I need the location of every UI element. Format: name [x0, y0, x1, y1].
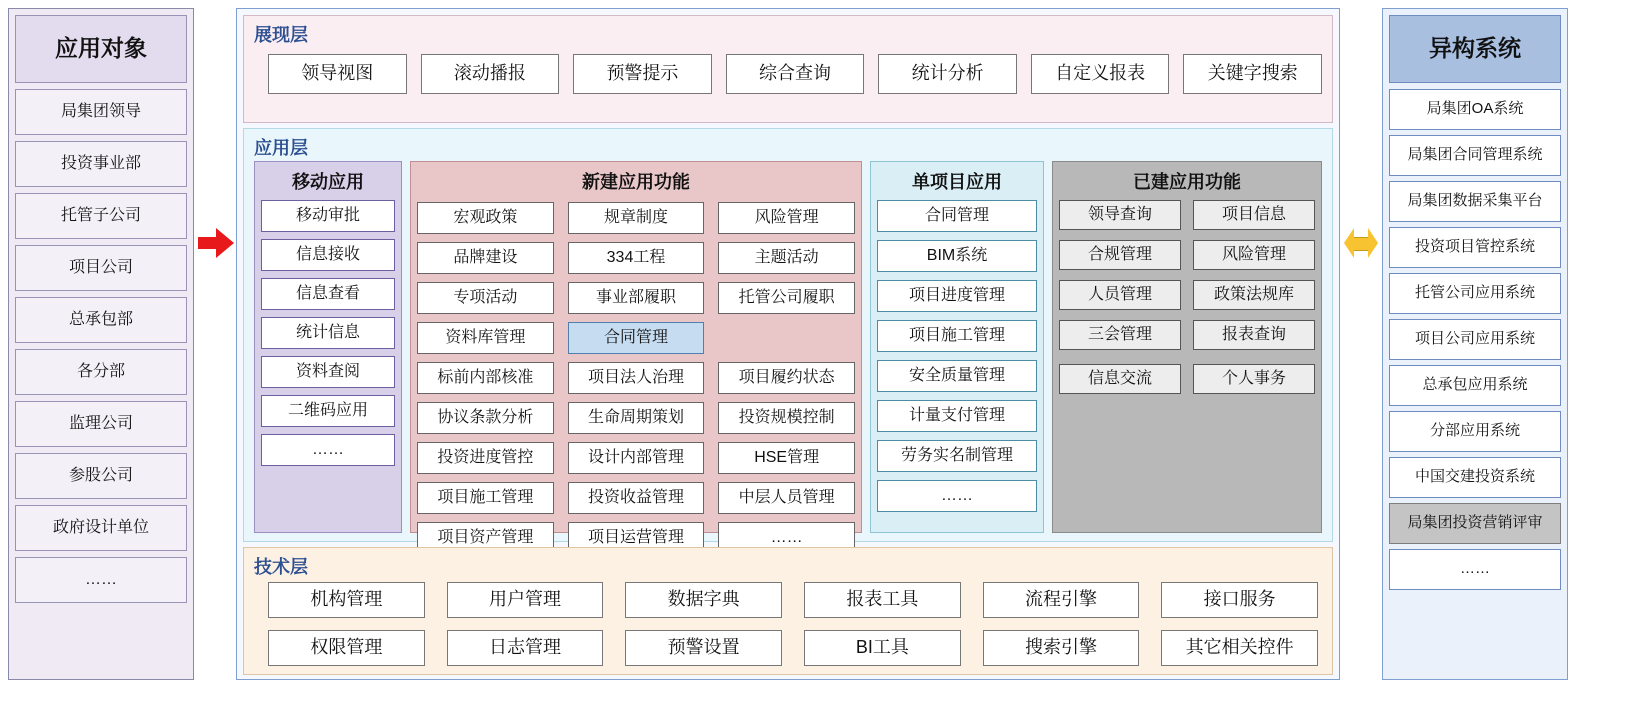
new-function-item[interactable]: …… [718, 522, 855, 554]
new-function-item[interactable]: 资料库管理 [417, 322, 554, 354]
new-function-item[interactable]: 投资规模控制 [718, 402, 855, 434]
technology-item[interactable]: 流程引擎 [983, 582, 1140, 618]
presentation-item[interactable]: 综合查询 [726, 54, 865, 94]
list-item[interactable]: 监理公司 [15, 401, 187, 447]
application-layer [243, 128, 1333, 547]
built-function-item[interactable]: 个人事务 [1193, 364, 1315, 394]
single-project-item[interactable]: …… [877, 480, 1037, 512]
list-item[interactable]: 局集团数据采集平台 [1389, 181, 1561, 222]
presentation-layer-title: 展现层 [254, 25, 308, 45]
new-function-item[interactable]: 项目施工管理 [417, 482, 554, 514]
list-item-disabled[interactable]: 局集团投资营销评审 [1389, 503, 1561, 544]
new-function-item[interactable]: 项目运营管理 [568, 522, 705, 554]
mobile-item[interactable]: 资料查阅 [261, 356, 395, 388]
new-function-item[interactable]: 标前内部核准 [417, 362, 554, 394]
technology-item[interactable]: 权限管理 [268, 630, 425, 666]
built-functions-title: 已建应用功能 [1133, 172, 1241, 192]
list-item[interactable]: 总承包部 [15, 297, 187, 343]
presentation-item[interactable]: 统计分析 [878, 54, 1017, 94]
new-function-item-selected[interactable]: 合同管理 [568, 322, 705, 354]
presentation-item[interactable]: 预警提示 [573, 54, 712, 94]
technology-item[interactable]: 预警设置 [625, 630, 782, 666]
technology-layer-title: 技术层 [254, 557, 308, 577]
application-objects-panel [8, 8, 194, 680]
heterogeneous-systems-panel [1382, 8, 1568, 680]
built-function-item[interactable]: 信息交流 [1059, 364, 1181, 394]
single-project-item[interactable]: BIM系统 [877, 240, 1037, 272]
mobile-application-title: 移动应用 [292, 172, 364, 192]
new-function-item[interactable]: 334工程 [568, 242, 705, 274]
presentation-item[interactable]: 自定义报表 [1031, 54, 1170, 94]
list-item[interactable]: 分部应用系统 [1389, 411, 1561, 452]
technology-item[interactable]: 日志管理 [447, 630, 604, 666]
list-item[interactable]: 政府设计单位 [15, 505, 187, 551]
presentation-item[interactable]: 领导视图 [268, 54, 407, 94]
mobile-item[interactable]: 统计信息 [261, 317, 395, 349]
new-function-item[interactable]: 项目资产管理 [417, 522, 554, 554]
list-item[interactable]: 局集团OA系统 [1389, 89, 1561, 130]
technology-item[interactable]: 报表工具 [804, 582, 961, 618]
new-function-item[interactable]: HSE管理 [718, 442, 855, 474]
list-item[interactable]: 投资项目管控系统 [1389, 227, 1561, 268]
built-function-item[interactable]: 报表查询 [1193, 320, 1315, 350]
mobile-item[interactable]: 移动审批 [261, 200, 395, 232]
single-project-item[interactable]: 合同管理 [877, 200, 1037, 232]
new-function-item[interactable]: 投资进度管控 [417, 442, 554, 474]
new-function-item[interactable]: 宏观政策 [417, 202, 554, 234]
mobile-item[interactable]: …… [261, 434, 395, 466]
new-function-item[interactable]: 事业部履职 [568, 282, 705, 314]
new-function-item[interactable]: 中层人员管理 [718, 482, 855, 514]
application-objects-title: 应用对象 [15, 15, 187, 83]
list-item[interactable]: 局集团领导 [15, 89, 187, 135]
single-project-item[interactable]: 劳务实名制管理 [877, 440, 1037, 472]
list-item[interactable]: 参股公司 [15, 453, 187, 499]
list-item[interactable]: 总承包应用系统 [1389, 365, 1561, 406]
mobile-item[interactable]: 二维码应用 [261, 395, 395, 427]
technology-item[interactable]: BI工具 [804, 630, 961, 666]
list-item[interactable]: 托管子公司 [15, 193, 187, 239]
presentation-item[interactable]: 关键字搜索 [1183, 54, 1322, 94]
application-layer-title: 应用层 [254, 138, 308, 158]
new-function-item[interactable]: 风险管理 [718, 202, 855, 234]
built-function-item[interactable]: 项目信息 [1193, 200, 1315, 230]
new-function-item[interactable]: 协议条款分析 [417, 402, 554, 434]
list-item[interactable]: 托管公司应用系统 [1389, 273, 1561, 314]
built-function-item[interactable]: 合规管理 [1059, 240, 1181, 270]
new-function-item[interactable]: 设计内部管理 [568, 442, 705, 474]
built-function-item[interactable]: 政策法规库 [1193, 280, 1315, 310]
built-function-item[interactable]: 领导查询 [1059, 200, 1181, 230]
technology-item[interactable]: 用户管理 [447, 582, 604, 618]
technology-item[interactable]: 搜索引擎 [983, 630, 1140, 666]
new-function-item[interactable]: 品牌建设 [417, 242, 554, 274]
red-right-arrow-icon [198, 228, 234, 258]
list-item[interactable]: 局集团合同管理系统 [1389, 135, 1561, 176]
list-item[interactable]: 中国交建投资系统 [1389, 457, 1561, 498]
new-function-item[interactable]: 托管公司履职 [718, 282, 855, 314]
list-item[interactable]: 项目公司应用系统 [1389, 319, 1561, 360]
new-functions-title: 新建应用功能 [582, 172, 690, 192]
single-project-item[interactable]: 计量支付管理 [877, 400, 1037, 432]
technology-layer [243, 547, 1333, 675]
technology-item[interactable]: 机构管理 [268, 582, 425, 618]
new-function-item[interactable]: 项目法人治理 [568, 362, 705, 394]
presentation-item[interactable]: 滚动播报 [421, 54, 560, 94]
list-item[interactable]: 投资事业部 [15, 141, 187, 187]
built-function-item[interactable]: 风险管理 [1193, 240, 1315, 270]
architecture-panel [236, 8, 1340, 680]
list-item[interactable]: …… [1389, 549, 1561, 590]
single-project-item[interactable]: 安全质量管理 [877, 360, 1037, 392]
single-project-group [870, 161, 1044, 533]
mobile-item[interactable]: 信息查看 [261, 278, 395, 310]
built-function-item[interactable]: 人员管理 [1059, 280, 1181, 310]
mobile-item[interactable]: 信息接收 [261, 239, 395, 271]
yellow-double-arrow-icon [1344, 228, 1378, 258]
built-function-item[interactable]: 三会管理 [1059, 320, 1181, 350]
new-function-item-empty [718, 322, 855, 354]
new-function-item[interactable]: 规章制度 [568, 202, 705, 234]
new-function-item[interactable]: 主题活动 [718, 242, 855, 274]
new-function-item[interactable]: 投资收益管理 [568, 482, 705, 514]
single-project-item[interactable]: 项目施工管理 [877, 320, 1037, 352]
presentation-layer [243, 15, 1333, 123]
new-function-item[interactable]: 项目履约状态 [718, 362, 855, 394]
new-function-item[interactable]: 生命周期策划 [568, 402, 705, 434]
built-functions-group [1052, 161, 1322, 533]
mobile-application-group [254, 161, 402, 533]
new-function-item[interactable]: 专项活动 [417, 282, 554, 314]
list-item[interactable]: 项目公司 [15, 245, 187, 291]
single-project-title: 单项目应用 [912, 172, 1002, 192]
technology-item[interactable]: 其它相关控件 [1161, 630, 1318, 666]
single-project-item[interactable]: 项目进度管理 [877, 280, 1037, 312]
heterogeneous-systems-title: 异构系统 [1389, 15, 1561, 83]
technology-item[interactable]: 数据字典 [625, 582, 782, 618]
list-item[interactable]: 各分部 [15, 349, 187, 395]
technology-item[interactable]: 接口服务 [1161, 582, 1318, 618]
new-functions-group [410, 161, 862, 547]
list-item[interactable]: …… [15, 557, 187, 603]
